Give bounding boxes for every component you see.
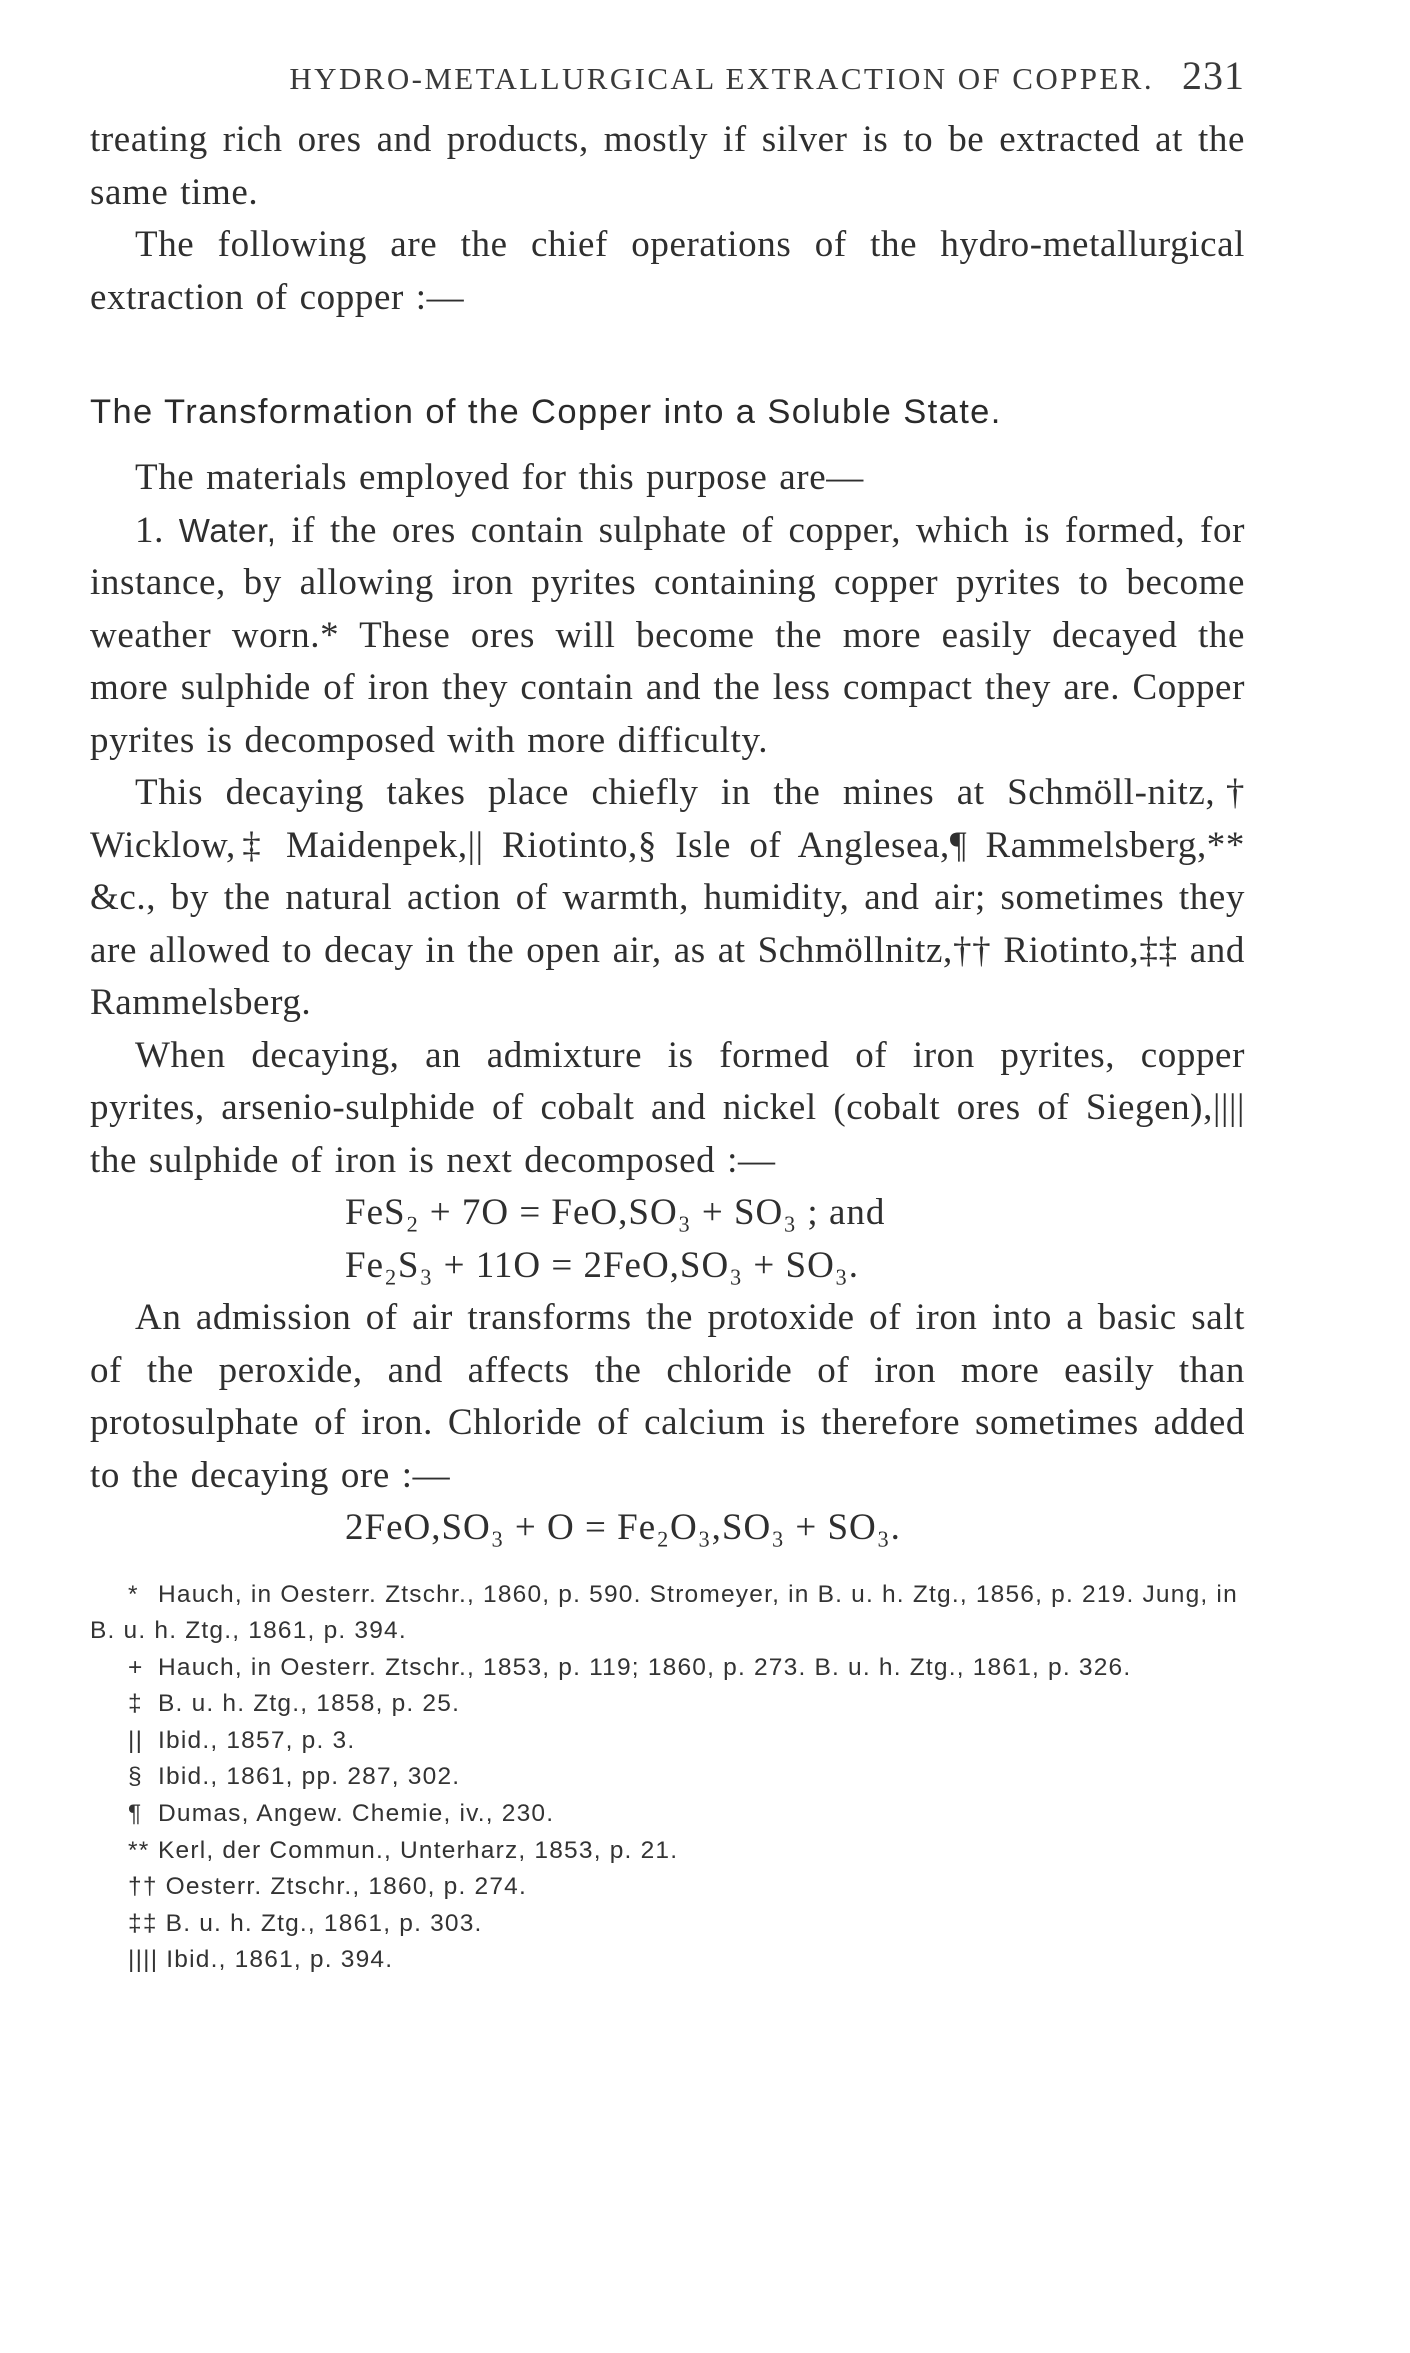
paragraph-admixture: When decaying, an admixture is formed of iron pyrites, copper pyrites, arsenio-sulphide of cobalt and nickel (cobalt ores of Siegen),|||| the sulphide of iron is next decomposed :— — [90, 1034, 1245, 1181]
footnote-mark: ‡‡ — [128, 1909, 158, 1937]
item-lead-term: Water, — [178, 511, 277, 549]
footnote-mark: ** — [128, 1836, 150, 1864]
footnote-mark: + — [128, 1653, 144, 1681]
footnote-text: B. u. h. Ztg., 1858, p. 25. — [158, 1690, 461, 1718]
page — [90, 52, 1245, 1979]
footnote — [90, 1759, 1245, 1796]
footnote-mark: ¶ — [128, 1800, 143, 1828]
footnote-text: B. u. h. Ztg., 1861, p. 303. — [165, 1909, 483, 1937]
footnote-text: Dumas, Angew. Chemie, iv., 230. — [158, 1800, 555, 1828]
footnote — [90, 1869, 1245, 1906]
formula-1: FeS₂ + 7O = FeO,SO₃ + SO₃ ; and — [345, 1192, 886, 1233]
footnote — [90, 1796, 1245, 1833]
footnote — [90, 1686, 1245, 1723]
paragraph-continuation: treating rich ores and products, mostly if silver is to be extracted at the same time. — [90, 119, 1245, 213]
paragraph-materials: The materials employed for this purpose are— — [135, 457, 864, 498]
footnote-mark: |||| — [128, 1946, 159, 1974]
section-heading: The Transformation of the Copper into a Soluble State. — [90, 393, 1002, 431]
footnote — [90, 1650, 1245, 1687]
paragraph-operations-intro: The following are the chief operations of the hydro-metallurgical extraction of copper :— — [90, 224, 1245, 318]
footnote-mark: ‡ — [128, 1690, 143, 1718]
footnote-text: Hauch, in Oesterr. Ztschr., 1853, p. 119; 1860, p. 273. B. u. h. Ztg., 1861, p. 326. — [158, 1653, 1132, 1681]
footnote-mark: †† — [128, 1873, 158, 1901]
formula-3: 2FeO,SO₃ + O = Fe₂O₃,SO₃ + SO₃. — [345, 1507, 901, 1548]
item-text: if the ores contain sulphate of copper, which is formed, for instance, by allowing iron pyrites containing copper pyrites to become weather worn.* These ores will become the more easily decayed the more sulphide of iron they contain and the less compact they are. Copper pyrites is decomposed with more difficulty. — [90, 509, 1245, 761]
footnote-text: Ibid., 1857, p. 3. — [158, 1726, 356, 1754]
running-header — [90, 52, 1245, 114]
footnote-mark: || — [128, 1726, 144, 1754]
paragraph-air-admission: An admission of air transforms the protoxide of iron into a basic salt of the peroxide, and affects the chloride of iron more easily than protosulphate of iron. Chloride of calcium is therefore sometimes added to the decaying ore :— — [90, 1297, 1245, 1496]
running-title: HYDRO-METALLURGICAL EXTRACTION OF COPPER. — [289, 61, 1154, 96]
footnote-text: Ibid., 1861, pp. 287, 302. — [158, 1763, 461, 1791]
footnotes — [90, 1577, 1245, 1980]
footnote-text: Hauch, in Oesterr. Ztschr., 1860, p. 590. Stromeyer, in B. u. h. Ztg., 1856, p. 219. Jung, in B. u. h. Ztg., 1861, p. 394. — [90, 1580, 1238, 1645]
footnote — [90, 1577, 1245, 1650]
footnote — [90, 1833, 1245, 1870]
footnote-text: Ibid., 1861, p. 394. — [166, 1946, 394, 1974]
paragraph-decaying: This decaying takes place chiefly in the mines at Schmöll-nitz,† Wicklow,‡ Maidenpek,|| Riotinto,§ Isle of Anglesea,¶ Rammelsberg,** &c., by the natural action of warmth, humidity, and air; sometimes they are allowed to decay in the open air, as at Schmöllnitz,†† Riotinto,‡‡ and Rammelsberg. — [90, 772, 1245, 1023]
list-item-water — [90, 505, 1245, 768]
footnote — [90, 1906, 1245, 1943]
item-number: 1. — [135, 509, 164, 551]
footnote-text: Kerl, der Commun., Unterharz, 1853, p. 21. — [158, 1836, 679, 1864]
footnote-mark: § — [128, 1763, 143, 1791]
footnote — [90, 1723, 1245, 1760]
page-number: 231 — [1182, 53, 1245, 98]
footnote-mark: * — [128, 1580, 139, 1608]
formula-2: Fe₂S₃ + 11O = 2FeO,SO₃ + SO₃. — [345, 1244, 859, 1286]
footnote — [90, 1942, 1245, 1979]
footnote-text: Oesterr. Ztschr., 1860, p. 274. — [165, 1873, 527, 1901]
